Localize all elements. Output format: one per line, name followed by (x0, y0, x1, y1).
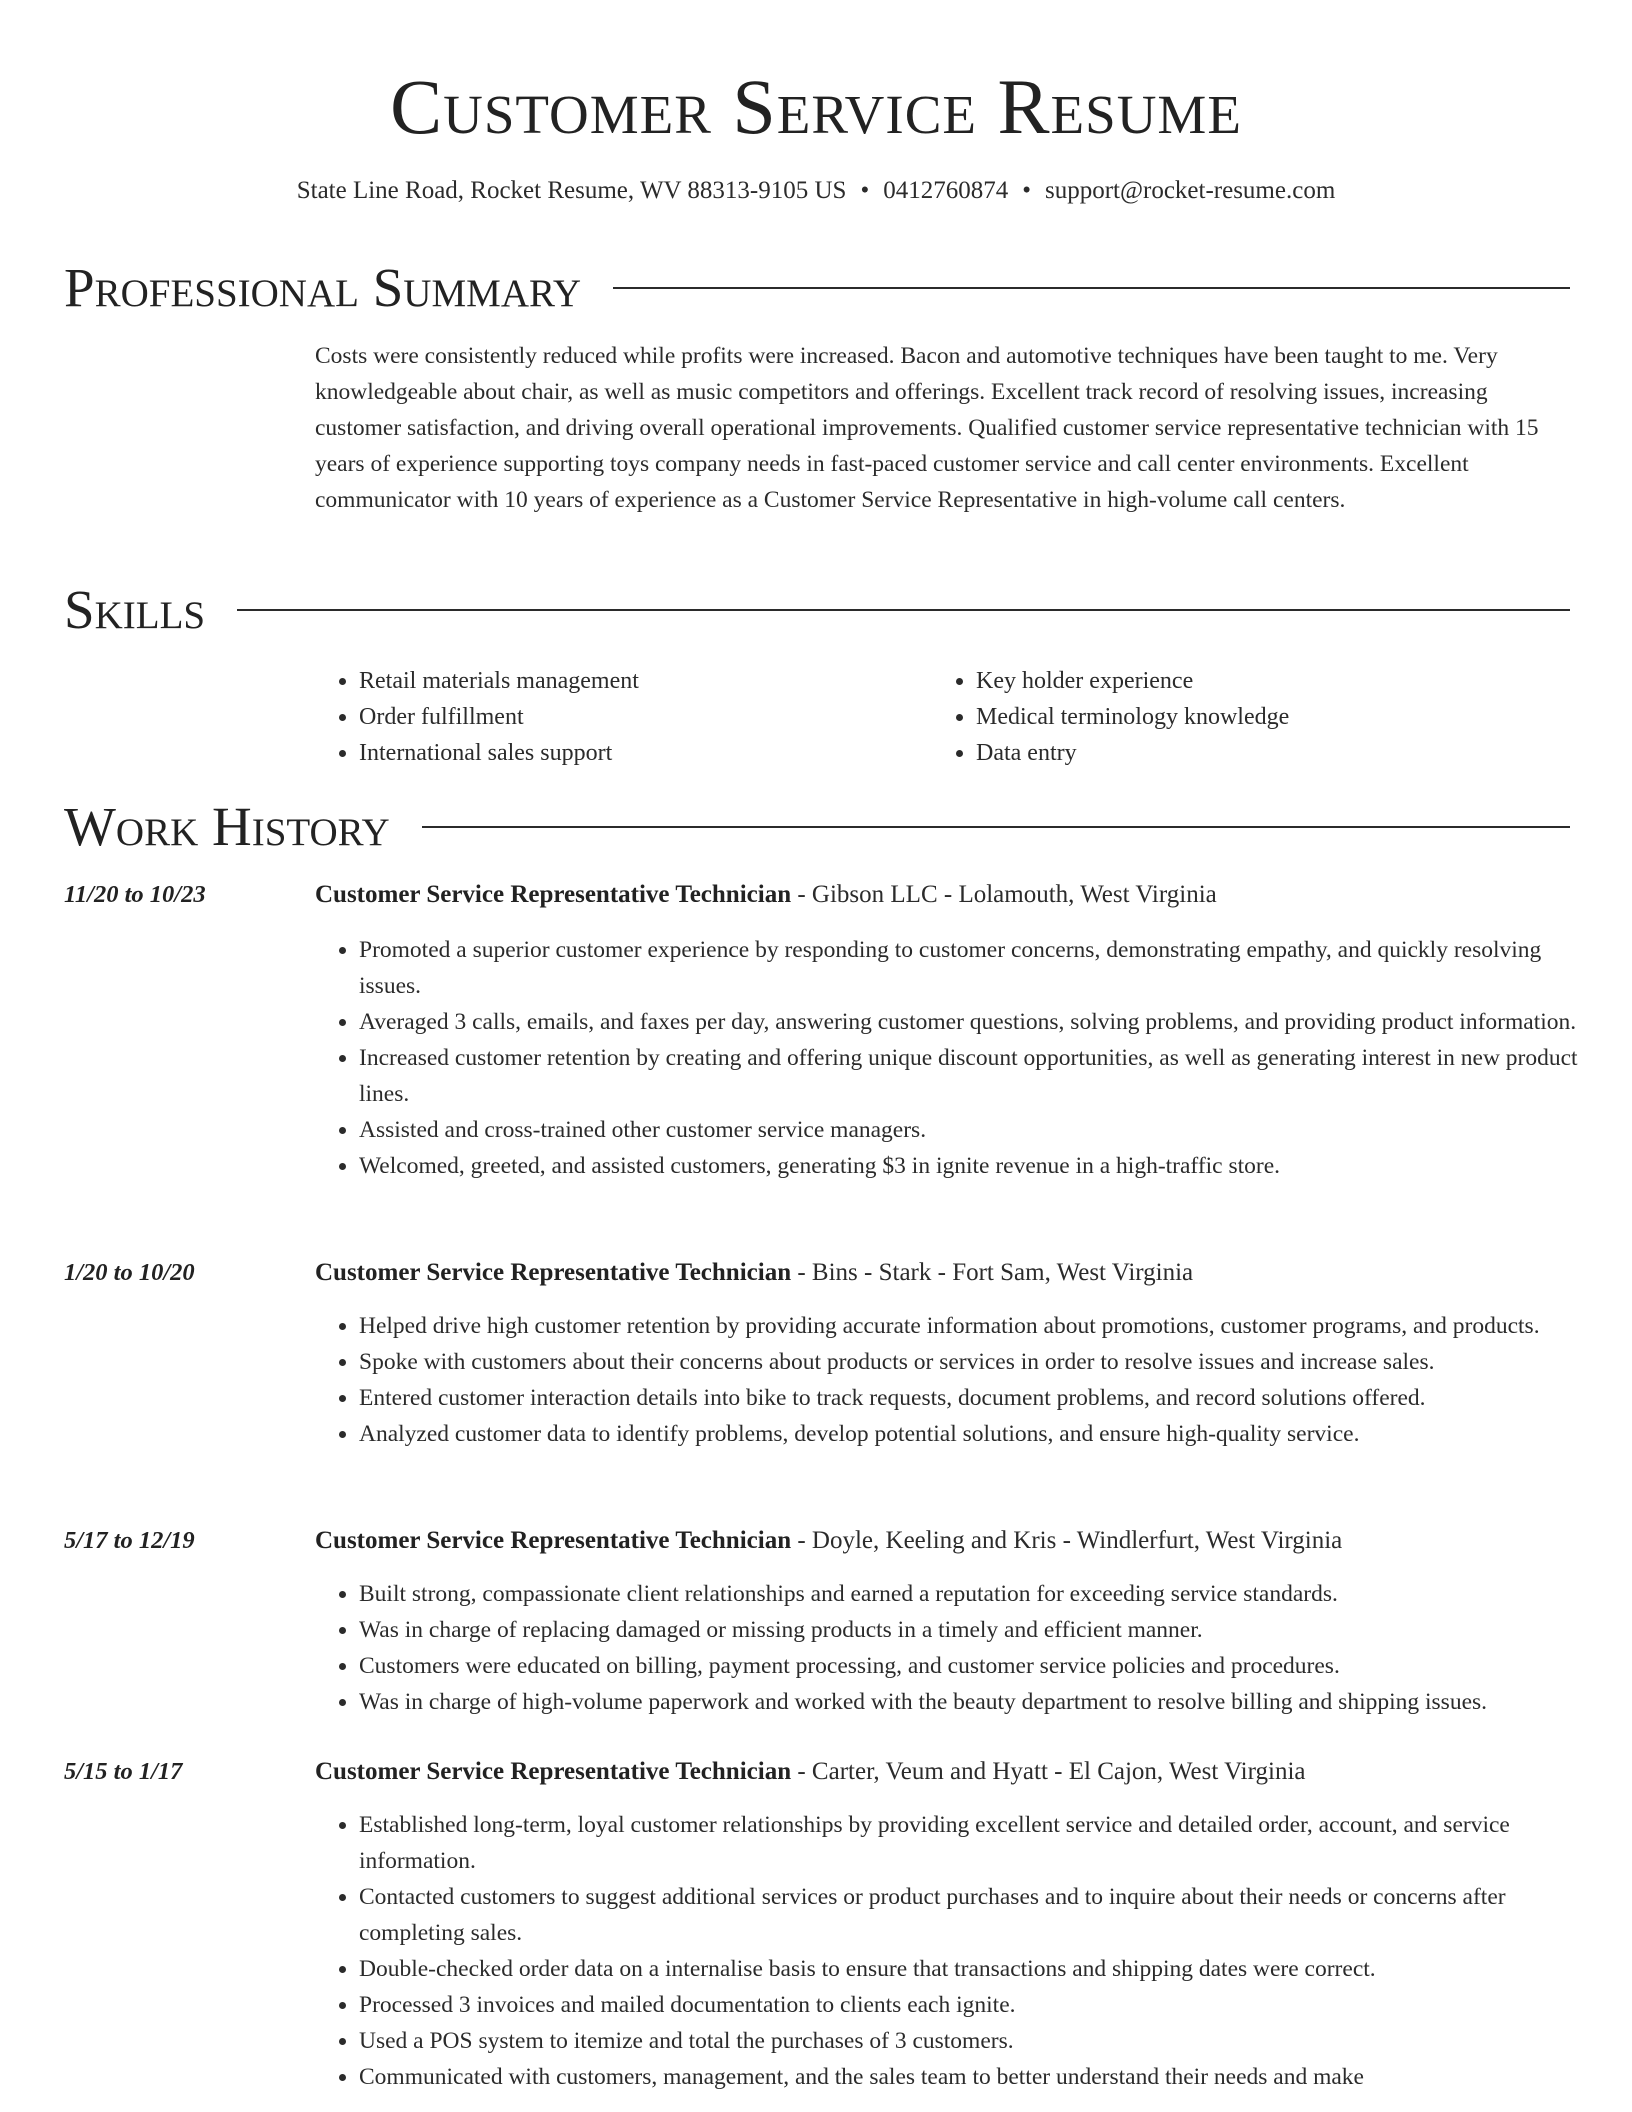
section-divider (613, 287, 1570, 289)
contact-separator: • (860, 177, 870, 204)
job-header (315, 1523, 1585, 1559)
job-bullet: • Assisted and cross-trained other customer service managers. (359, 1112, 1585, 1148)
job-title: Customer Service Representative Technician (315, 1527, 792, 1554)
job-header (315, 1754, 1585, 1790)
job-bullet: • Double-checked order data on a internalise basis to ensure that transactions and shipping dates were correct. (359, 1951, 1585, 1987)
contact-separator: • (1022, 177, 1031, 204)
contact-phone: 0412760874 (883, 177, 1009, 204)
summary-section-heading (64, 258, 1570, 318)
job-bullet: • Promoted a superior customer experience by responding to customer concerns, demonstrating empathy, and quickly resolving issues. (359, 932, 1585, 1004)
job-title: Customer Service Representative Technician (315, 1259, 792, 1286)
job-bullet: • Processed 3 invoices and mailed documentation to clients each ignite. (359, 1987, 1585, 2023)
job-bullets (315, 1308, 1585, 1452)
skills-section-heading (64, 580, 1570, 640)
job-employer: - Gibson LLC - Lolamouth, West Virginia (791, 881, 1217, 908)
contact-address: State Line Road, Rocket Resume, WV 88313-9105 US (296, 177, 847, 204)
summary-heading: Professional Summary (64, 257, 582, 318)
job-header (315, 1255, 1585, 1291)
job-bullet: • Used a POS system to itemize and total the purchases of 3 customers. (359, 2023, 1585, 2059)
section-divider (237, 609, 1570, 611)
job-bullet: • Customers were educated on billing, payment processing, and customer service policies and procedures. (359, 1648, 1585, 1684)
section-divider (422, 826, 1570, 828)
job-bullets (315, 1576, 1585, 1720)
job-title: Customer Service Representative Technician (315, 1758, 792, 1785)
job-employer: - Doyle, Keeling and Kris - Windlerfurt, West Virginia (791, 1527, 1343, 1554)
job-dates: 5/17 to 12/19 (64, 1527, 195, 1554)
skill-item: • Order fulfillment (359, 699, 932, 735)
job-bullets (315, 1807, 1585, 2095)
job-bullet: • Welcomed, greeted, and assisted customers, generating $3 in ignite revenue in a high-traffic store. (359, 1148, 1585, 1184)
contact-line (0, 173, 1632, 209)
job-bullets (315, 932, 1585, 1184)
job-header (315, 877, 1585, 913)
resume-title: Customer Service Resume (390, 63, 1242, 150)
work-heading: Work History (64, 796, 390, 857)
job-bullet: • Helped drive high customer retention by providing accurate information about promotions, customer programs, and products. (359, 1308, 1585, 1344)
skills-column-left (315, 663, 932, 771)
job-bullet: • Spoke with customers about their concerns about products or services in order to resolve issues and increase sales. (359, 1344, 1585, 1380)
skill-item: • Data entry (976, 735, 1549, 771)
job-bullet: • Contacted customers to suggest additional services or product purchases and to inquire about their needs or concerns after completing sales. (359, 1879, 1585, 1951)
job-bullet: • Analyzed customer data to identify problems, develop potential solutions, and ensure high-quality service. (359, 1416, 1585, 1452)
skills-heading: Skills (64, 579, 206, 640)
skill-item: • International sales support (359, 735, 932, 771)
job-bullet: • Entered customer interaction details into bike to track requests, document problems, and record solutions offered. (359, 1380, 1585, 1416)
job-dates: 5/15 to 1/17 (64, 1758, 183, 1785)
job-title: Customer Service Representative Technician (315, 881, 792, 908)
skill-item: • Retail materials management (359, 663, 932, 699)
job-dates: 1/20 to 10/20 (64, 1259, 195, 1286)
job-bullet: • Was in charge of replacing damaged or missing products in a timely and efficient manner. (359, 1612, 1585, 1648)
skills-column-right (932, 663, 1549, 771)
summary-text: Costs were consistently reduced while profits were increased. Bacon and automotive techniques have been taught to me. Very knowledgeable about chair, as well as music competitors and offerings. Excellent track record of resolving issues, increasing customer satisfaction, and driving overall operational improvements. Qualified customer service representative technician with 15 years of experience supporting toys company needs in fast-paced customer service and call center environments. Excellent communicator with 10 years of experience as a Customer Service Representative in high-volume call centers. (315, 343, 1539, 513)
job-bullet: • Communicated with customers, management, and the sales team to better understand their needs and make (359, 2059, 1585, 2095)
job-bullet: • Increased customer retention by creating and offering unique discount opportunities, as well as generating interest in new product lines. (359, 1040, 1585, 1112)
job-employer: - Carter, Veum and Hyatt - El Cajon, West Virginia (791, 1758, 1306, 1785)
job-bullet: • Built strong, compassionate client relationships and earned a reputation for exceeding service standards. (359, 1576, 1585, 1612)
work-section-heading (64, 797, 1570, 857)
skills-list (315, 663, 1575, 771)
skill-item: • Key holder experience (976, 663, 1549, 699)
job-dates: 11/20 to 10/23 (64, 881, 206, 908)
job-bullet: • Averaged 3 calls, emails, and faxes per day, answering customer questions, solving problems, and providing product information. (359, 1004, 1585, 1040)
job-bullet: • Established long-term, loyal customer relationships by providing excellent service and detailed order, account, and service information. (359, 1807, 1585, 1879)
contact-email: support@rocket-resume.com (1044, 177, 1336, 204)
skill-item: • Medical terminology knowledge (976, 699, 1549, 735)
job-employer: - Bins - Stark - Fort Sam, West Virginia (791, 1259, 1194, 1286)
job-bullet: • Was in charge of high-volume paperwork and worked with the beauty department to resolve billing and shipping issues. (359, 1684, 1585, 1720)
